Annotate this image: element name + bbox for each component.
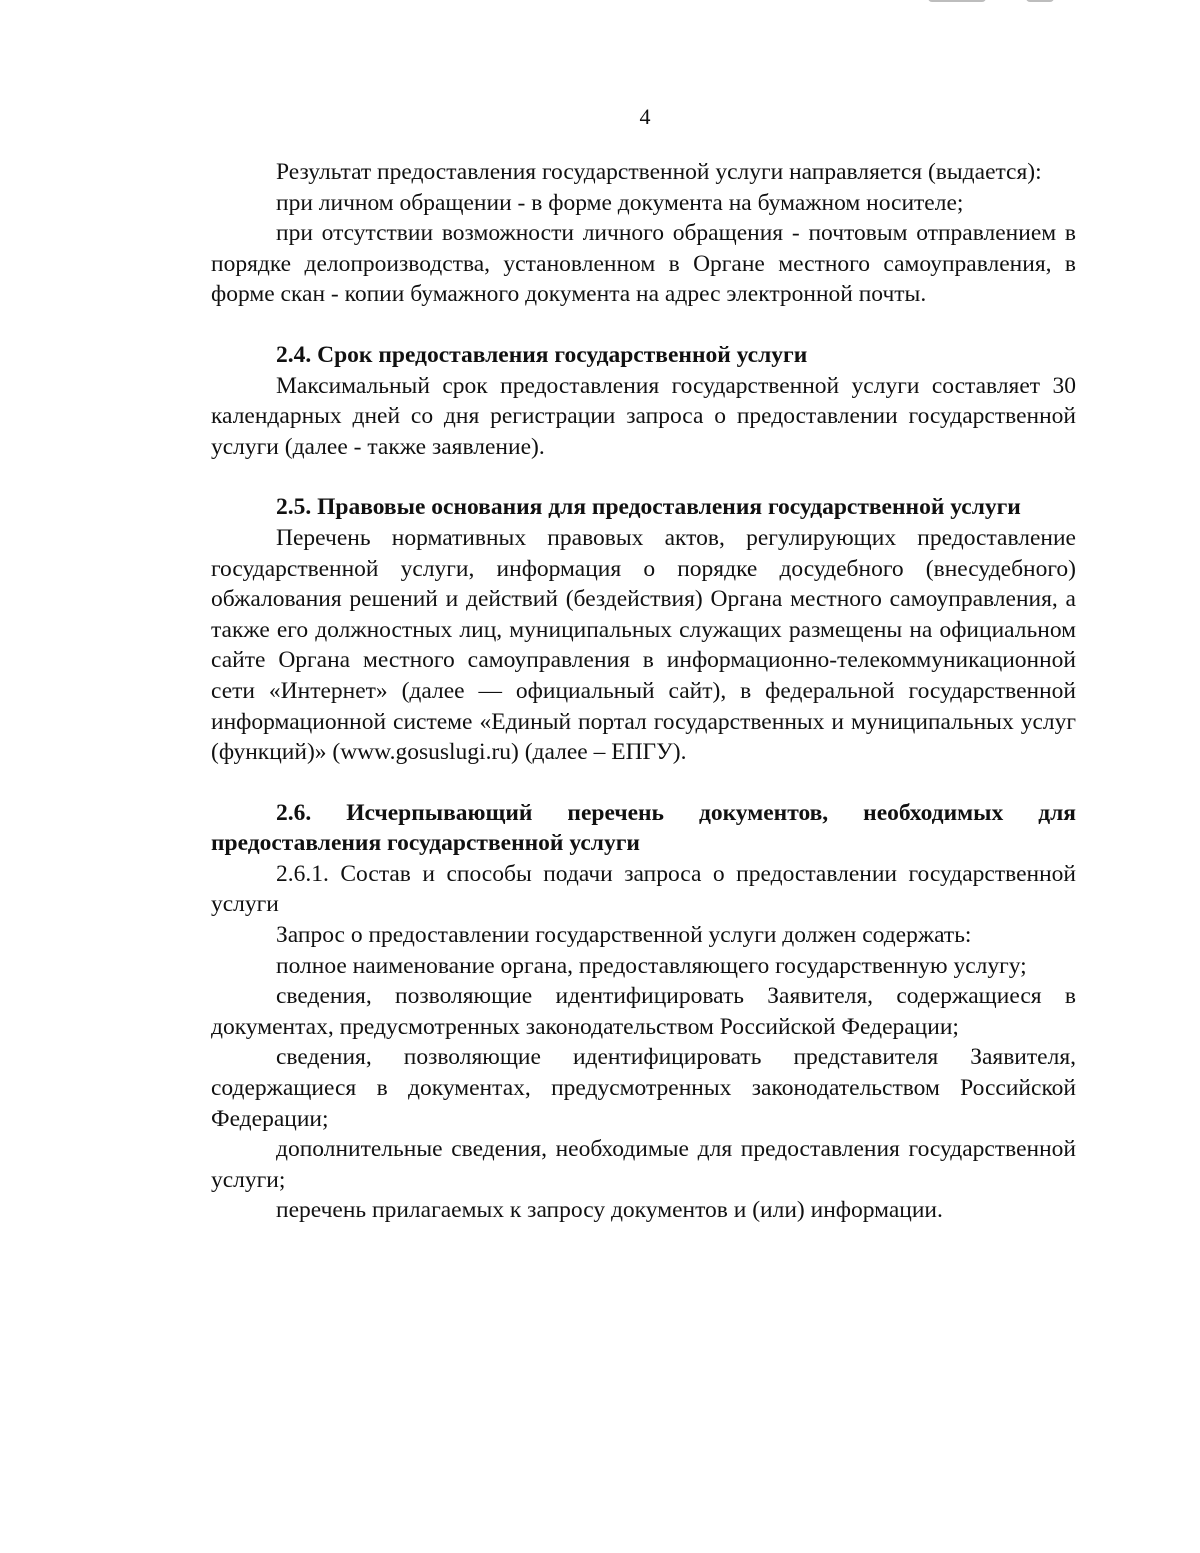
- document-body: [211, 157, 1076, 1226]
- paragraph-max-term: Максимальный срок предоставления государственной услуги составляет 30 календарных дней со дня регистрации запроса о предоставлении государственной услуги (далее - также заявление).: [211, 372, 1076, 460]
- paragraph-legal-acts: Перечень нормативных правовых актов, регулирующих предоставление государственной услуги, информация о порядке досудебного (внесудебного) обжалования решений и действий (бездействия) Органа местного самоуправления, а также его должностных лиц, муниципальных служащих размещены на официальном сайте Органа местного самоуправления в информационно-телекоммуникационной сети «Интернет» (далее — официальный сайт), в федеральной государственной информационной системе «Единый портал государственных и муниципальных услуг (функций)» (www.gosuslugi.ru) (далее – ЕПГУ).: [211, 524, 1076, 766]
- paragraph-result-delivery: Результат предоставления государственной услуги направляется (выдается):: [276, 159, 1042, 185]
- scan-artifact: [1026, 0, 1054, 2]
- page-number: 4: [639, 104, 651, 129]
- list-item: полное наименование органа, предоставляющего государственную услугу;: [276, 952, 1027, 979]
- list-item: дополнительные сведения, необходимые для предоставления государственной услуги;: [211, 1136, 1076, 1193]
- paragraph-request-content: Запрос о предоставлении государственной услуги должен содержать:: [276, 922, 972, 949]
- list-item: сведения, позволяющие идентифицировать представителя Заявителя, содержащиеся в документах, предусмотренных законодательством Российской Федерации;: [211, 1044, 1076, 1132]
- list-item: сведения, позволяющие идентифицировать Заявителя, содержащиеся в документах, предусмотренных законодательством Российской Федерации;: [211, 983, 1076, 1040]
- subsection-2-6-1: 2.6.1. Состав и способы подачи запроса о предоставлении государственной услуги: [211, 860, 1076, 918]
- section-heading-2-5: 2.5. Правовые основания для предоставления государственной услуги: [276, 494, 1021, 521]
- scan-artifact: [928, 0, 986, 2]
- section-heading-2-4: 2.4. Срок предоставления государственной услуги: [276, 341, 808, 368]
- paragraph-postal-delivery: при отсутствии возможности личного обращения - почтовым отправлением в порядке делопроизводства, установленном в Органе местного самоуправления, в форме скан - копии бумажного документа на адрес электронной почты.: [211, 220, 1076, 308]
- section-heading-2-6: 2.6. Исчерпывающий перечень документов, необходимых для предоставления государственной услуги: [211, 799, 1076, 857]
- paragraph-personal-visit: при личном обращении - в форме документа на бумажном носителе;: [276, 189, 964, 216]
- list-item: перечень прилагаемых к запросу документов и (или) информации.: [276, 1197, 943, 1224]
